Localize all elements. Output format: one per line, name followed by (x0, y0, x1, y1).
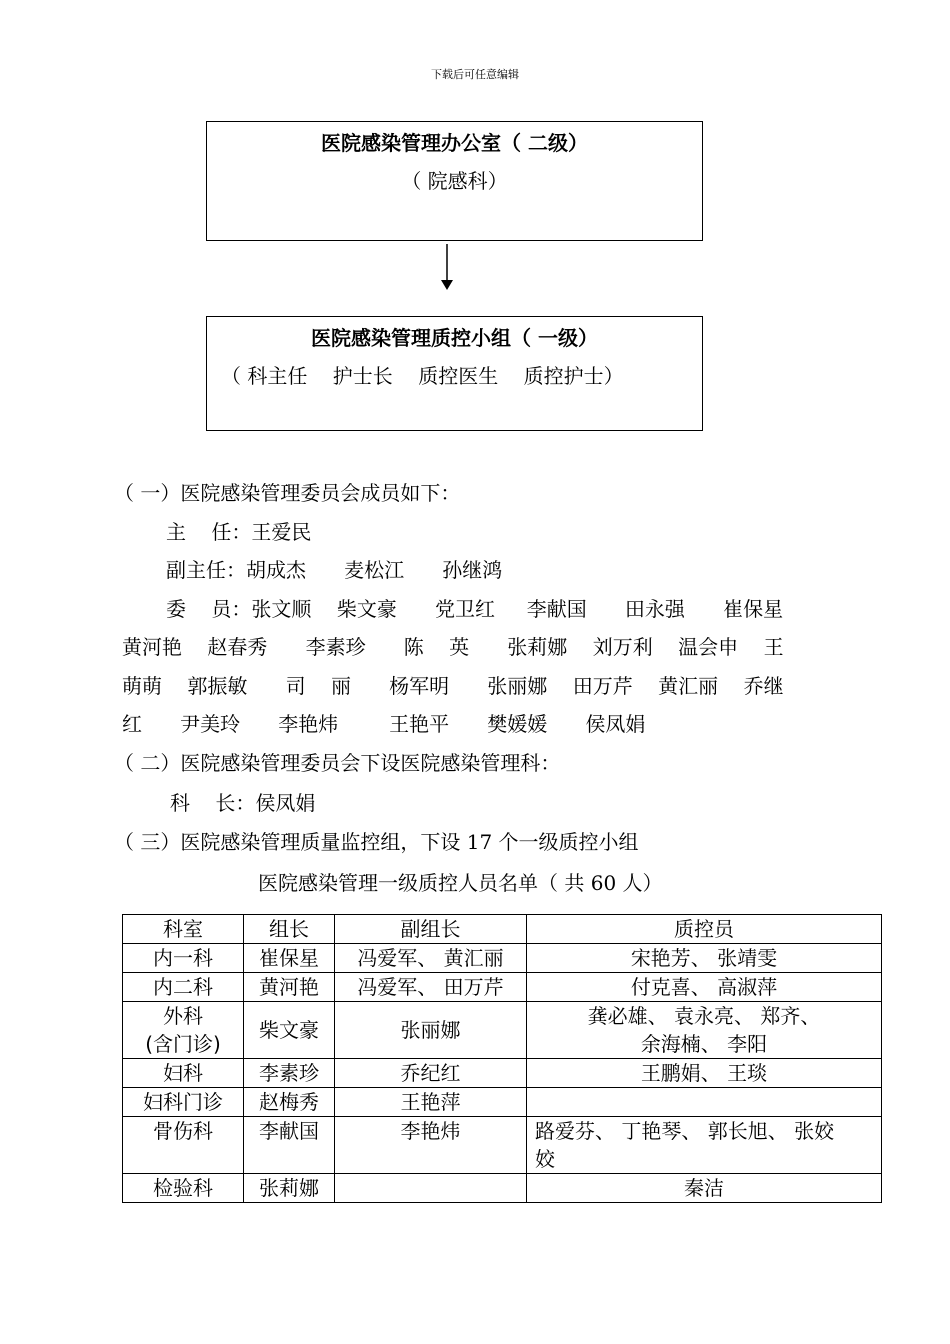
committee-vice: 副主任：胡成杰 麦松江 孙继鸿 (166, 558, 503, 582)
committee-members-line-2: 黄河艳 赵春秀 李素珍 陈 英 张莉娜 刘万利 温会申 王 (122, 635, 784, 659)
table-row (123, 1002, 882, 1059)
table-cell-leader: 赵梅秀 (244, 1088, 335, 1117)
committee-members-line-3: 萌萌 郭振敏 司 丽 杨军明 张丽娜 田万芹 黄汇丽 乔继 (122, 674, 784, 698)
quality-list-title: 医院感染管理一级质控人员名单（ 共 60 人） (258, 871, 663, 895)
table-row (123, 1088, 882, 1117)
table-cell-deputy (335, 1174, 527, 1203)
section3-heading: （ 三）医院感染管理质量监控组，下设 17 个一级质控小组 (114, 830, 639, 854)
table-cell-dept: 内二科 (123, 973, 244, 1002)
quality-group-subtitle: （ 科主任 护士长 质控医生 质控护士） (221, 364, 624, 388)
table-cell-deputy: 李艳炜 (335, 1117, 527, 1174)
table-row (123, 1117, 882, 1174)
table-cell-dept: 外科 (含门诊) (123, 1002, 244, 1059)
committee-director: 主 任：王爱民 (166, 520, 312, 544)
table-cell-deputy: 冯爱军、 田万芹 (335, 973, 527, 1002)
table-cell-dept: 内一科 (123, 944, 244, 973)
quality-group-title: 医院感染管理质控小组（ 一级） (311, 326, 598, 350)
table-cell-dept: 妇科门诊 (123, 1088, 244, 1117)
table-cell-deputy: 乔纪红 (335, 1059, 527, 1088)
table-header-row (123, 915, 882, 944)
table-row (123, 973, 882, 1002)
table-cell-staff: 付克喜、 高淑萍 (527, 973, 882, 1002)
header-deputy: 副组长 (335, 915, 527, 944)
infection-office-title: 医院感染管理办公室（ 二级） (321, 131, 588, 155)
infection-office-subtitle: （ 院感科） (401, 169, 508, 193)
header-dept: 科室 (123, 915, 244, 944)
down-arrow-icon (437, 244, 457, 292)
table-cell-deputy: 王艳萍 (335, 1088, 527, 1117)
table-cell-staff: 路爱芬、 丁艳琴、 郭长旭、 张姣 姣 (527, 1117, 882, 1174)
table-cell-leader: 黄河艳 (244, 973, 335, 1002)
table-cell-deputy: 冯爱军、 黄汇丽 (335, 944, 527, 973)
table-cell-leader: 张莉娜 (244, 1174, 335, 1203)
table-cell-staff: 龚必雄、 袁永亮、 郑齐、 余海楠、 李阳 (527, 1002, 882, 1059)
table-cell-staff (527, 1088, 882, 1117)
header-leader: 组长 (244, 915, 335, 944)
page-header: 下载后可任意编辑 (431, 68, 519, 81)
table-cell-deputy: 张丽娜 (335, 1002, 527, 1059)
table-row (123, 1059, 882, 1088)
header-staff: 质控员 (527, 915, 882, 944)
committee-members-line-1: 委 员：张文顺 柴文豪 党卫红 李献国 田永强 崔保星 (166, 597, 784, 621)
quality-staff-table (122, 914, 882, 1203)
committee-members-line-4: 红 尹美玲 李艳炜 王艳平 樊媛媛 侯凤娟 (122, 712, 646, 736)
quality-group-box (206, 316, 703, 431)
table-row (123, 944, 882, 973)
table-row (123, 1174, 882, 1203)
table-cell-staff: 秦洁 (527, 1174, 882, 1203)
table-cell-leader: 柴文豪 (244, 1002, 335, 1059)
table-cell-leader: 李素珍 (244, 1059, 335, 1088)
table-cell-dept: 妇科 (123, 1059, 244, 1088)
table-cell-dept: 检验科 (123, 1174, 244, 1203)
table-cell-leader: 崔保星 (244, 944, 335, 973)
committee-heading: （ 一）医院感染管理委员会成员如下： (114, 481, 461, 505)
infection-office-box (206, 121, 703, 241)
table-cell-leader: 李献国 (244, 1117, 335, 1174)
table-cell-staff: 宋艳芳、 张靖雯 (527, 944, 882, 973)
section2-chief: 科 长：侯凤娟 (170, 791, 316, 815)
table-cell-staff: 王鹏娟、 王琰 (527, 1059, 882, 1088)
section2-heading: （ 二）医院感染管理委员会下设医院感染管理科： (114, 751, 561, 775)
table-cell-dept: 骨伤科 (123, 1117, 244, 1174)
